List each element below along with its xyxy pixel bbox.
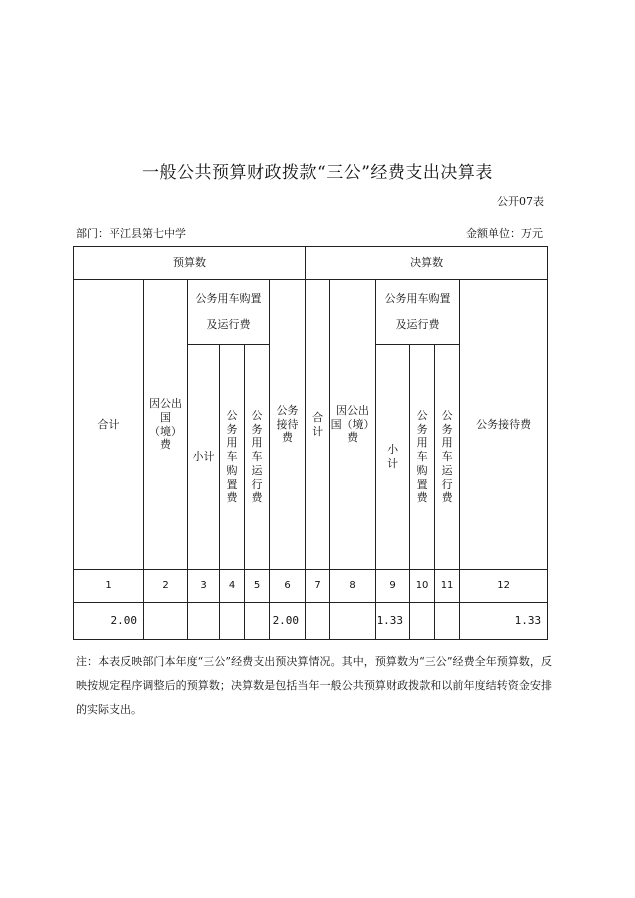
final-abroad-header: 因公出 国（境） 费 — [330, 280, 376, 570]
budget-reception-header: 公务 接待 费 — [270, 280, 306, 570]
budget-reception-value: 2.00 — [270, 603, 306, 640]
budget-subtotal-header: 小计 — [188, 345, 220, 570]
index-cell: 5 — [245, 570, 270, 603]
budget-operation-value — [245, 603, 270, 640]
index-cell: 8 — [330, 570, 376, 603]
column-header-row — [74, 280, 548, 345]
department-label: 部门：平江县第七中学 — [76, 227, 186, 240]
final-total-header: 合 计 — [306, 280, 330, 570]
budget-abroad-value — [144, 603, 188, 640]
document-title: 一般公共预算财政拨款“三公”经费支出决算表 — [142, 163, 493, 183]
index-cell: 4 — [220, 570, 245, 603]
unit-label: 金额单位：万元 — [466, 227, 543, 240]
index-row — [74, 570, 548, 603]
final-total-value — [306, 603, 330, 640]
index-cell: 10 — [410, 570, 435, 603]
expenditure-table — [73, 246, 548, 640]
final-operation-header: 公 务 用 车 运 行 费 — [435, 345, 460, 570]
final-purchase-header: 公 务 用 车 购 置 费 — [410, 345, 435, 570]
final-group-header: 决算数 — [306, 247, 548, 280]
index-cell: 9 — [376, 570, 410, 603]
index-cell: 11 — [435, 570, 460, 603]
final-vehicle-header: 公务用车购置 及运行费 — [376, 280, 460, 345]
final-reception-value: 1.33 — [460, 603, 548, 640]
budget-operation-header: 公 务 用 车 运 行 费 — [245, 345, 270, 570]
budget-group-header: 预算数 — [74, 247, 306, 280]
index-cell: 2 — [144, 570, 188, 603]
budget-purchase-value — [220, 603, 245, 640]
final-reception-header: 公务接待费 — [460, 280, 548, 570]
final-vehicle-subtotal-value: 1.33 — [376, 603, 410, 640]
form-number: 公开07表 — [497, 195, 544, 208]
final-abroad-value — [330, 603, 376, 640]
index-cell: 6 — [270, 570, 306, 603]
group-header-row — [74, 247, 548, 280]
index-cell: 12 — [460, 570, 548, 603]
final-purchase-value — [410, 603, 435, 640]
index-cell: 3 — [188, 570, 220, 603]
budget-total-header: 合计 — [74, 280, 144, 570]
budget-vehicle-subtotal-value — [188, 603, 220, 640]
budget-total-value: 2.00 — [74, 603, 144, 640]
value-row — [74, 603, 548, 640]
budget-purchase-header: 公 务 用 车 购 置 费 — [220, 345, 245, 570]
final-subtotal-header: 小 计 — [376, 345, 410, 570]
budget-abroad-header: 因公出 国（境） 费 — [144, 280, 188, 570]
table-note: 注：本表反映部门本年度“三公”经费支出预决算情况。其中，预算数为“三公”经费全年预算数，反映按规定程序调整后的预算数；决算数是包括当年一般公共预算财政拨款和以前年度结转资金安排的实际支出。 — [76, 655, 552, 716]
index-cell: 7 — [306, 570, 330, 603]
index-cell: 1 — [74, 570, 144, 603]
final-operation-value — [435, 603, 460, 640]
budget-vehicle-header: 公务用车购置 及运行费 — [188, 280, 270, 345]
